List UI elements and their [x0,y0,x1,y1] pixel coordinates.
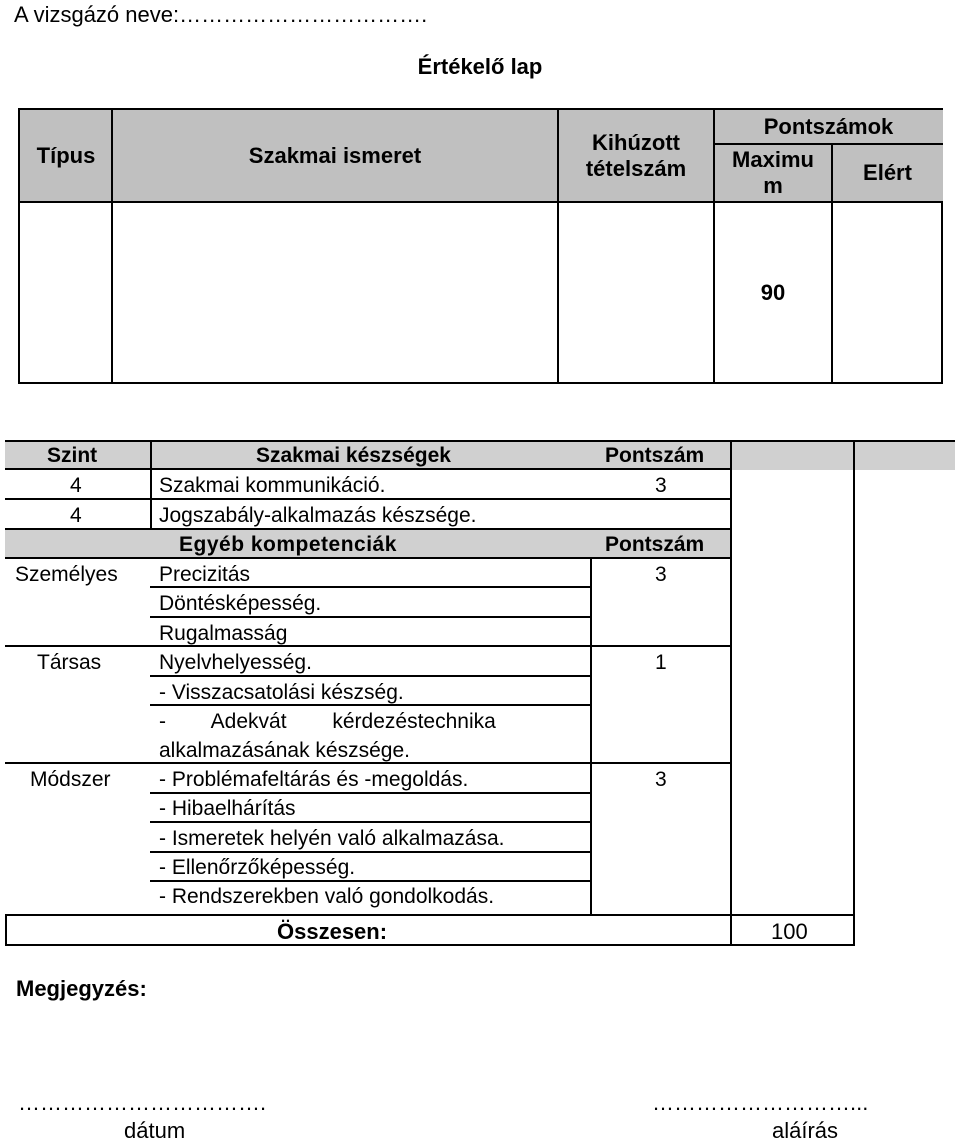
comp-header-label: Egyéb kompetenciák [179,533,397,556]
knowledge-table [18,108,943,384]
group-item: - Ismeretek helyén való alkalmazása. [159,827,505,850]
date-label: dátum [124,1118,186,1143]
signature-label: aláírás [772,1118,839,1143]
header-tipus [20,110,112,202]
group-item: - Hibaelhárítás [159,797,296,820]
divider [831,144,833,384]
skills-table [5,440,955,946]
divider [150,704,590,706]
group-item: Precizitás [159,563,251,586]
note-label: Megjegyzés: [16,976,147,1001]
side-shade-2 [854,440,955,470]
header-pontszamok [714,110,943,144]
divider [5,468,730,470]
date-line: ……………………………. [18,1090,267,1115]
header-tipus-label: Típus [36,142,96,168]
divider [111,110,113,384]
header-elert [832,144,943,202]
skill-level: 4 [70,504,82,527]
divider [5,762,730,764]
divider [150,586,590,588]
header-szint: Szint [47,444,98,467]
divider [5,914,7,946]
total-value: 100 [771,919,808,944]
divider [5,944,853,946]
group-item: alkalmazásának készsége. [159,739,410,762]
group-item: - Adekvát kérdezéstechnika [159,710,496,733]
divider [150,851,590,853]
divider [5,914,853,916]
header-szakmai-ismeret [112,110,558,202]
divider [5,440,955,442]
comp-header-points: Pontszám [605,533,705,556]
skill-level: 4 [70,474,82,497]
group-points: 3 [655,768,667,791]
divider [730,440,732,946]
maximum-value [714,202,832,384]
group-item: - Problémafeltárás és -megoldás. [159,768,469,791]
skill-label: Szakmai kommunikáció. [159,474,386,497]
maximum-value-text: 90 [760,279,786,305]
group-item: - Visszacsatolási készség. [159,681,404,704]
group-item: - Rendszerekben való gondolkodás. [159,885,495,908]
divider [20,201,943,203]
group-item: Rugalmasság [159,622,288,645]
group-points: 3 [655,563,667,586]
group-points: 1 [655,651,667,674]
group-item: Nyelvhelyesség. [159,651,312,674]
divider [557,110,559,384]
group-type: Módszer [30,768,111,791]
divider [5,645,730,647]
group-type: Személyes [15,563,118,586]
divider [853,440,855,946]
divider [5,528,730,530]
divider [713,110,715,384]
header-kihuzott-label: Kihúzott tételszám [585,129,687,181]
divider [713,143,943,145]
divider [150,675,590,677]
header-maximum-label: Maximu m [732,146,814,198]
total-label: Összesen: [277,919,388,944]
signature-line: ………………………... [652,1090,869,1115]
skill-label: Jogszabály-alkalmazás készsége. [159,504,477,527]
document-title: Értékelő lap [417,54,543,79]
divider [150,821,590,823]
divider [5,557,730,559]
divider [150,880,590,882]
divider [150,440,152,528]
group-item: Döntésképesség. [159,592,322,615]
header-szakmai-ismeret-label: Szakmai ismeret [248,142,422,168]
header-skills: Szakmai készségek [256,444,451,467]
header-kihuzott [558,110,714,202]
skill-points: 3 [655,474,667,497]
divider [150,616,590,618]
header-maximum [714,144,832,202]
header-elert-label: Elért [863,159,912,185]
header-pontszamok-label: Pontszámok [763,113,894,139]
header-points: Pontszám [605,444,705,467]
group-type: Társas [37,651,102,674]
divider [5,498,730,500]
divider [150,792,590,794]
divider [590,557,592,914]
group-item: - Ellenőrzőképesség. [159,856,356,879]
side-shade-1 [730,440,854,470]
candidate-name-line: A vizsgázó neve:……………………………. [14,2,428,27]
